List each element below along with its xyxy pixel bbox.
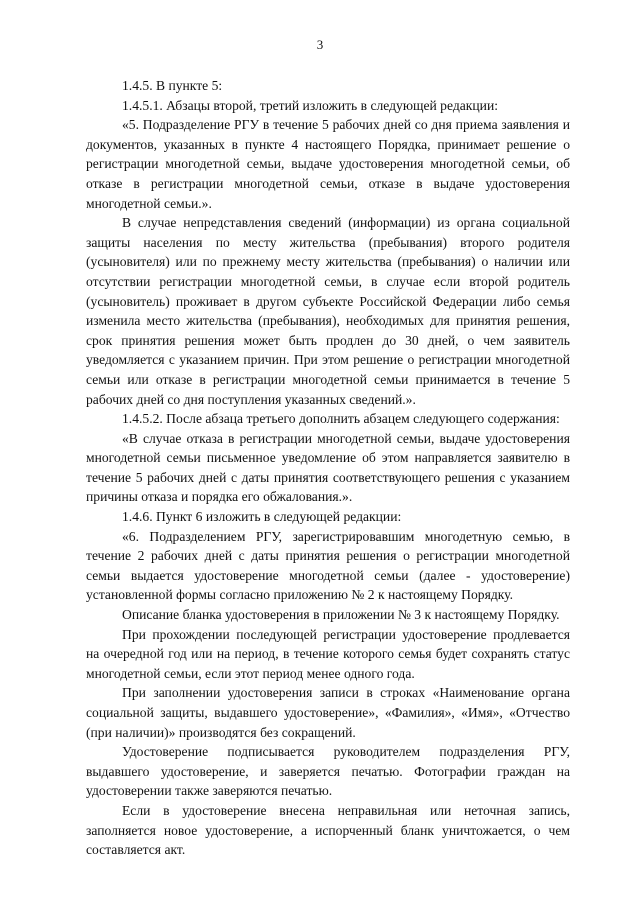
- document-body: [86, 76, 570, 860]
- paragraph: При заполнении удостоверения записи в строках «Наименование органа социальной защиты, выдавшего удостоверение», «Фамилия», «Имя», «Отчество (при наличии)» производятся без сокращений.: [86, 685, 570, 740]
- paragraph: 1.4.6. Пункт 6 изложить в следующей редакции:: [122, 509, 402, 525]
- paragraph: Если в удостоверение внесена неправильная или неточная запись, заполняется новое удостоверение, а испорченный бланк уничтожается, о чем составляется акт.: [86, 802, 570, 858]
- paragraph: «5. Подразделение РГУ в течение 5 рабочих дней со дня приема заявления и документов, указанных в пункте 4 настоящего Порядка, принимает решение о регистрации многодетной семьи, выдаче удостоверения многодетной семьи, об отказе в регистрации многодетной семьи, отказе в выдаче удостоверения многодетной семьи.».: [86, 117, 570, 211]
- page-number: 3: [316, 37, 324, 52]
- paragraph: Описание бланка удостоверения в приложении № 3 к настоящему Порядку.: [122, 607, 560, 623]
- paragraph: При прохождении последующей регистрации удостоверение продлевается на очередной год или на период, в течение которого семья будет сохранять статус многодетной семьи, если этот период менее одного года.: [86, 626, 570, 681]
- paragraph: 1.4.5. В пункте 5:: [122, 78, 223, 93]
- paragraph: «В случае отказа в регистрации многодетной семьи, выдаче удостоверения многодетной семьи письменное уведомление об этом направляется заявителю в течение 5 рабочих дней с даты принятия соответствующего решения с указанием причины отказа и порядка его обжалования.».: [86, 430, 570, 505]
- paragraph: «6. Подразделением РГУ, зарегистрировавшим многодетную семью, в течение 2 рабочих дней с даты принятия решения о регистрации многодетной семьи выдается удостоверение многодетной семьи (далее - удостоверение) установленной формы согласно приложению № 2 к настоящему Порядку.: [86, 528, 570, 603]
- paragraph: 1.4.5.1. Абзацы второй, третий изложить в следующей редакции:: [122, 97, 498, 113]
- paragraph: Удостоверение подписывается руководителем подразделения РГУ, выдавшего удостоверение, и заверяется печатью. Фотографии граждан на удостоверении также заверяются печатью.: [86, 744, 570, 799]
- paragraph: В случае непредставления сведений (информации) из органа социальной защиты населения по месту жительства (пребывания) второго родителя (усыновителя) или по прежнему месту жительства (пребывания) о наличии или отсутствии регистрации многодетной семьи, в случае если второй родитель (усыновитель) проживает в другом субъекте Российской Федерации либо семья изменила место жительства (пребывания), необходимых для принятия решения, срок принятия решения может быть продлен до 30 дней, о чем заявитель уведомляется с указанием причин. При этом решение о регистрации многодетной семьи или отказе в регистрации многодетной семьи принимается в течение 5 рабочих дней со дня поступления указанных сведений.».: [86, 215, 570, 407]
- paragraph: 1.4.5.2. После абзаца третьего дополнить абзацем следующего содержания:: [122, 411, 560, 427]
